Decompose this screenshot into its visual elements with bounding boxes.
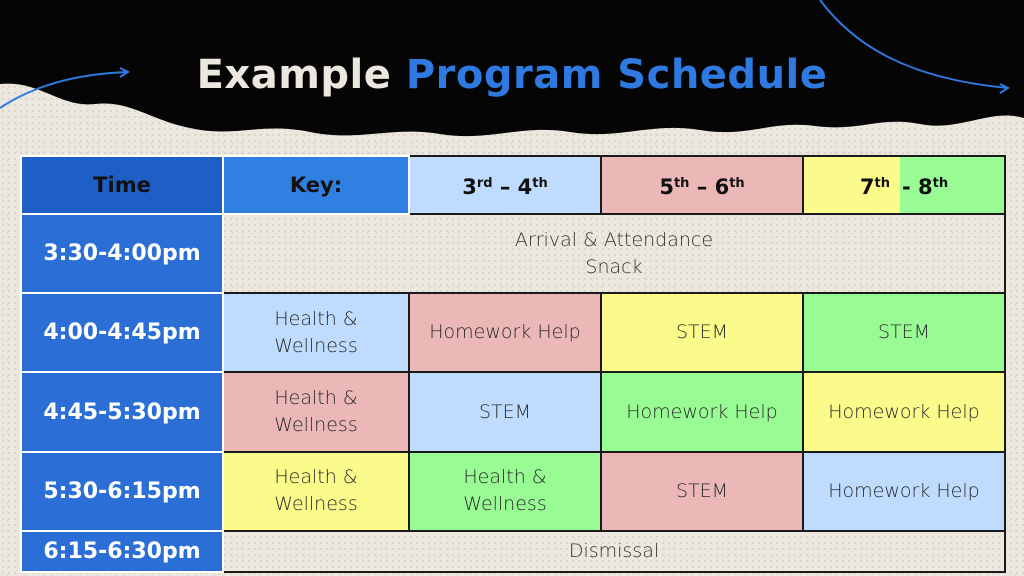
activity-line: Wellness [274, 334, 358, 357]
activity-line: Health & [274, 466, 358, 489]
header-time: Time [21, 156, 223, 214]
table-row [21, 452, 1005, 531]
grade-3-suffix: rd [476, 175, 493, 191]
activity-line: Wellness [463, 493, 547, 516]
grade-8-suffix: th [932, 175, 949, 191]
time-slot: 6:15-6:30pm [21, 531, 223, 572]
table-row [21, 372, 1005, 451]
dismissal-cell: Dismissal [223, 531, 1005, 572]
grade-3: 3 [462, 174, 477, 199]
time-slot: 3:30-4:00pm [21, 214, 223, 293]
activity-cell: Homework Help [409, 293, 601, 372]
grade-8: 8 [918, 174, 933, 199]
activity-cell: Homework Help [803, 372, 1005, 451]
header-grade-7-8 [803, 156, 1005, 214]
activity-cell: STEM [601, 452, 803, 531]
grade-4: 4 [517, 174, 533, 199]
activity-cell: STEM [601, 293, 803, 372]
activity-cell: STEM [409, 372, 601, 451]
time-slot: 5:30-6:15pm [21, 452, 223, 531]
grade-6: 6 [714, 174, 730, 199]
snack-line: Snack [585, 255, 643, 278]
activity-line: Health & [463, 466, 547, 489]
grade-separator: - [901, 174, 919, 199]
arrival-line: Arrival & Attendance [514, 228, 714, 251]
title-program-schedule: Program Schedule [405, 52, 828, 98]
header-row [21, 156, 1005, 214]
activity-line: Health & [274, 387, 358, 410]
page-title [0, 52, 1024, 98]
header-grade-5-6 [601, 156, 803, 214]
grade-separator: – [492, 174, 518, 199]
table-row [21, 293, 1005, 372]
activity-line: Health & [274, 307, 358, 330]
activity-cell: Homework Help [803, 452, 1005, 531]
activity-cell [409, 452, 601, 531]
grade-5-suffix: th [673, 175, 690, 191]
grade-7-suffix: th [874, 175, 890, 191]
activity-cell: STEM [803, 293, 1005, 372]
header-key: Key: [223, 156, 409, 214]
activity-cell [223, 293, 409, 372]
grade-5: 5 [659, 174, 674, 199]
activity-line: Wellness [274, 493, 358, 516]
table-row [21, 214, 1005, 293]
activity-cell [223, 372, 409, 451]
grade-7: 7 [859, 174, 875, 199]
grade-6-suffix: th [729, 175, 745, 191]
arrival-cell [223, 214, 1005, 293]
schedule-table [20, 155, 1006, 573]
time-slot: 4:45-5:30pm [21, 372, 223, 451]
time-slot: 4:00-4:45pm [21, 293, 223, 372]
table-row [21, 531, 1005, 572]
header-grade-3-4 [409, 156, 601, 214]
activity-line: Wellness [274, 414, 358, 437]
grade-separator: – [689, 174, 715, 199]
activity-cell: Homework Help [601, 372, 803, 451]
activity-cell [223, 452, 409, 531]
grade-4-suffix: th [532, 175, 548, 191]
title-word-example: Example [196, 52, 392, 98]
